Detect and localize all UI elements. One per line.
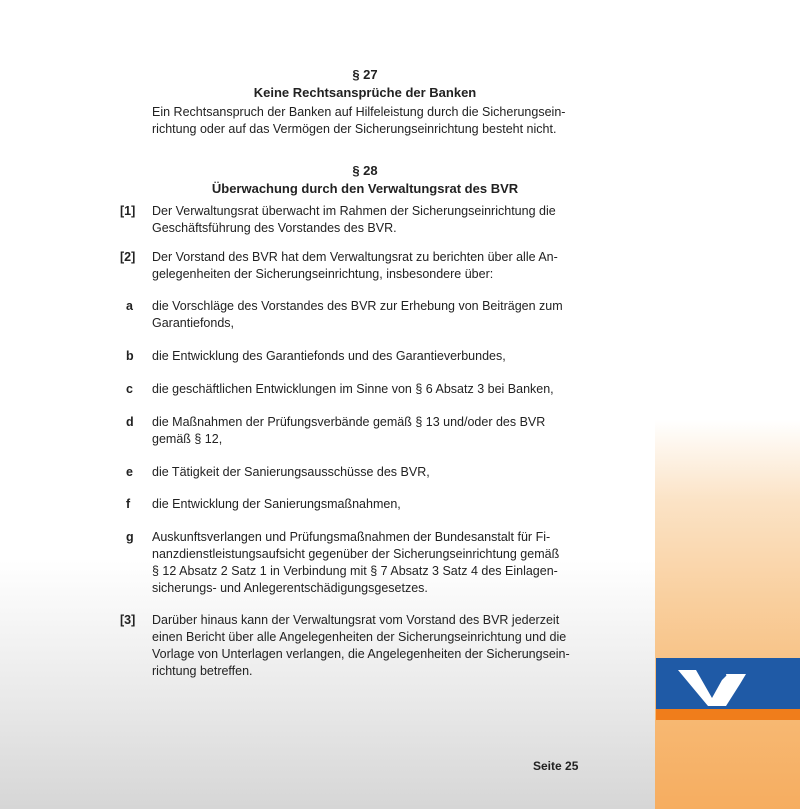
item-marker-b: b <box>126 349 134 363</box>
item-text-e: die Tätigkeit der Sanierungsausschüsse des BVR, <box>152 465 430 479</box>
item-text-c: die geschäftlichen Entwicklungen im Sinne von § 6 Absatz 3 bei Banken, <box>152 382 554 396</box>
item-marker-e: e <box>126 465 133 479</box>
section-28-title: Überwachung durch den Verwaltungsrat des BVR <box>211 181 519 196</box>
item-text-a: die Vorschläge des Vorstandes des BVR zur Erhebung von Beiträgen zum Garantiefonds, <box>152 299 563 330</box>
item-text-b: die Entwicklung des Garantiefonds und des Garantieverbundes, <box>152 349 506 363</box>
item-marker-c: c <box>126 382 133 396</box>
item-text-g: Auskunftsverlangen und Prüfungsmaßnahmen der Bundesanstalt für Fi- nanzdienstleistungsaufsicht gegenüber der Sicherungseinrichtung gemäß § 12 Absatz 2 Satz 1 in Verbindung mit § 7 Absatz 3 Satz 4 des Einlagen- sicherungs- und Anlegerentschädigungsgesetzes. <box>152 530 560 595</box>
logo-orange-stripe <box>656 709 800 720</box>
item-marker-g: g <box>126 530 134 544</box>
logo-v-mark <box>656 658 800 709</box>
item-text-d: die Maßnahmen der Prüfungsverbände gemäß § 13 und/oder des BVR gemäß § 12, <box>152 415 546 446</box>
item-text-3: Darüber hinaus kann der Verwaltungsrat vom Vorstand des BVR jederzeit einen Bericht über alle Angelegenheiten der Sicherungseinrichtung und die Vorlage von Unterlagen verlangen, die Angelegenheiten der Sicherungsein- richtung betreffen. <box>152 613 570 678</box>
item-marker-1: [1] <box>120 204 136 218</box>
section-27-title: Keine Rechtsansprüche der Banken <box>253 85 477 100</box>
item-marker-a: a <box>126 299 133 313</box>
section-28-number: § 28 <box>352 163 378 178</box>
section-27-number: § 27 <box>352 67 378 82</box>
item-marker-2: [2] <box>120 250 136 264</box>
section-27-text: Ein Rechtsanspruch der Banken auf Hilfeleistung durch die Sicherungsein- richtung oder auf das Vermögen der Sicherungseinrichtung besteht nicht. <box>152 105 566 136</box>
item-text-2: Der Vorstand des BVR hat dem Verwaltungsrat zu berichten über alle An- gelegenheiten der Sicherungseinrichtung, insbesondere über: <box>152 250 558 281</box>
item-marker-d: d <box>126 415 134 429</box>
page-number: Seite 25 <box>533 759 579 773</box>
item-text-f: die Entwicklung der Sanierungsmaßnahmen, <box>152 497 401 511</box>
item-marker-f: f <box>126 497 131 511</box>
item-marker-3: [3] <box>120 613 136 627</box>
item-text-1: Der Verwaltungsrat überwacht im Rahmen der Sicherungseinrichtung die Geschäftsführung des Vorstandes des BVR. <box>152 204 556 235</box>
decorative-orange-strip <box>655 420 800 809</box>
